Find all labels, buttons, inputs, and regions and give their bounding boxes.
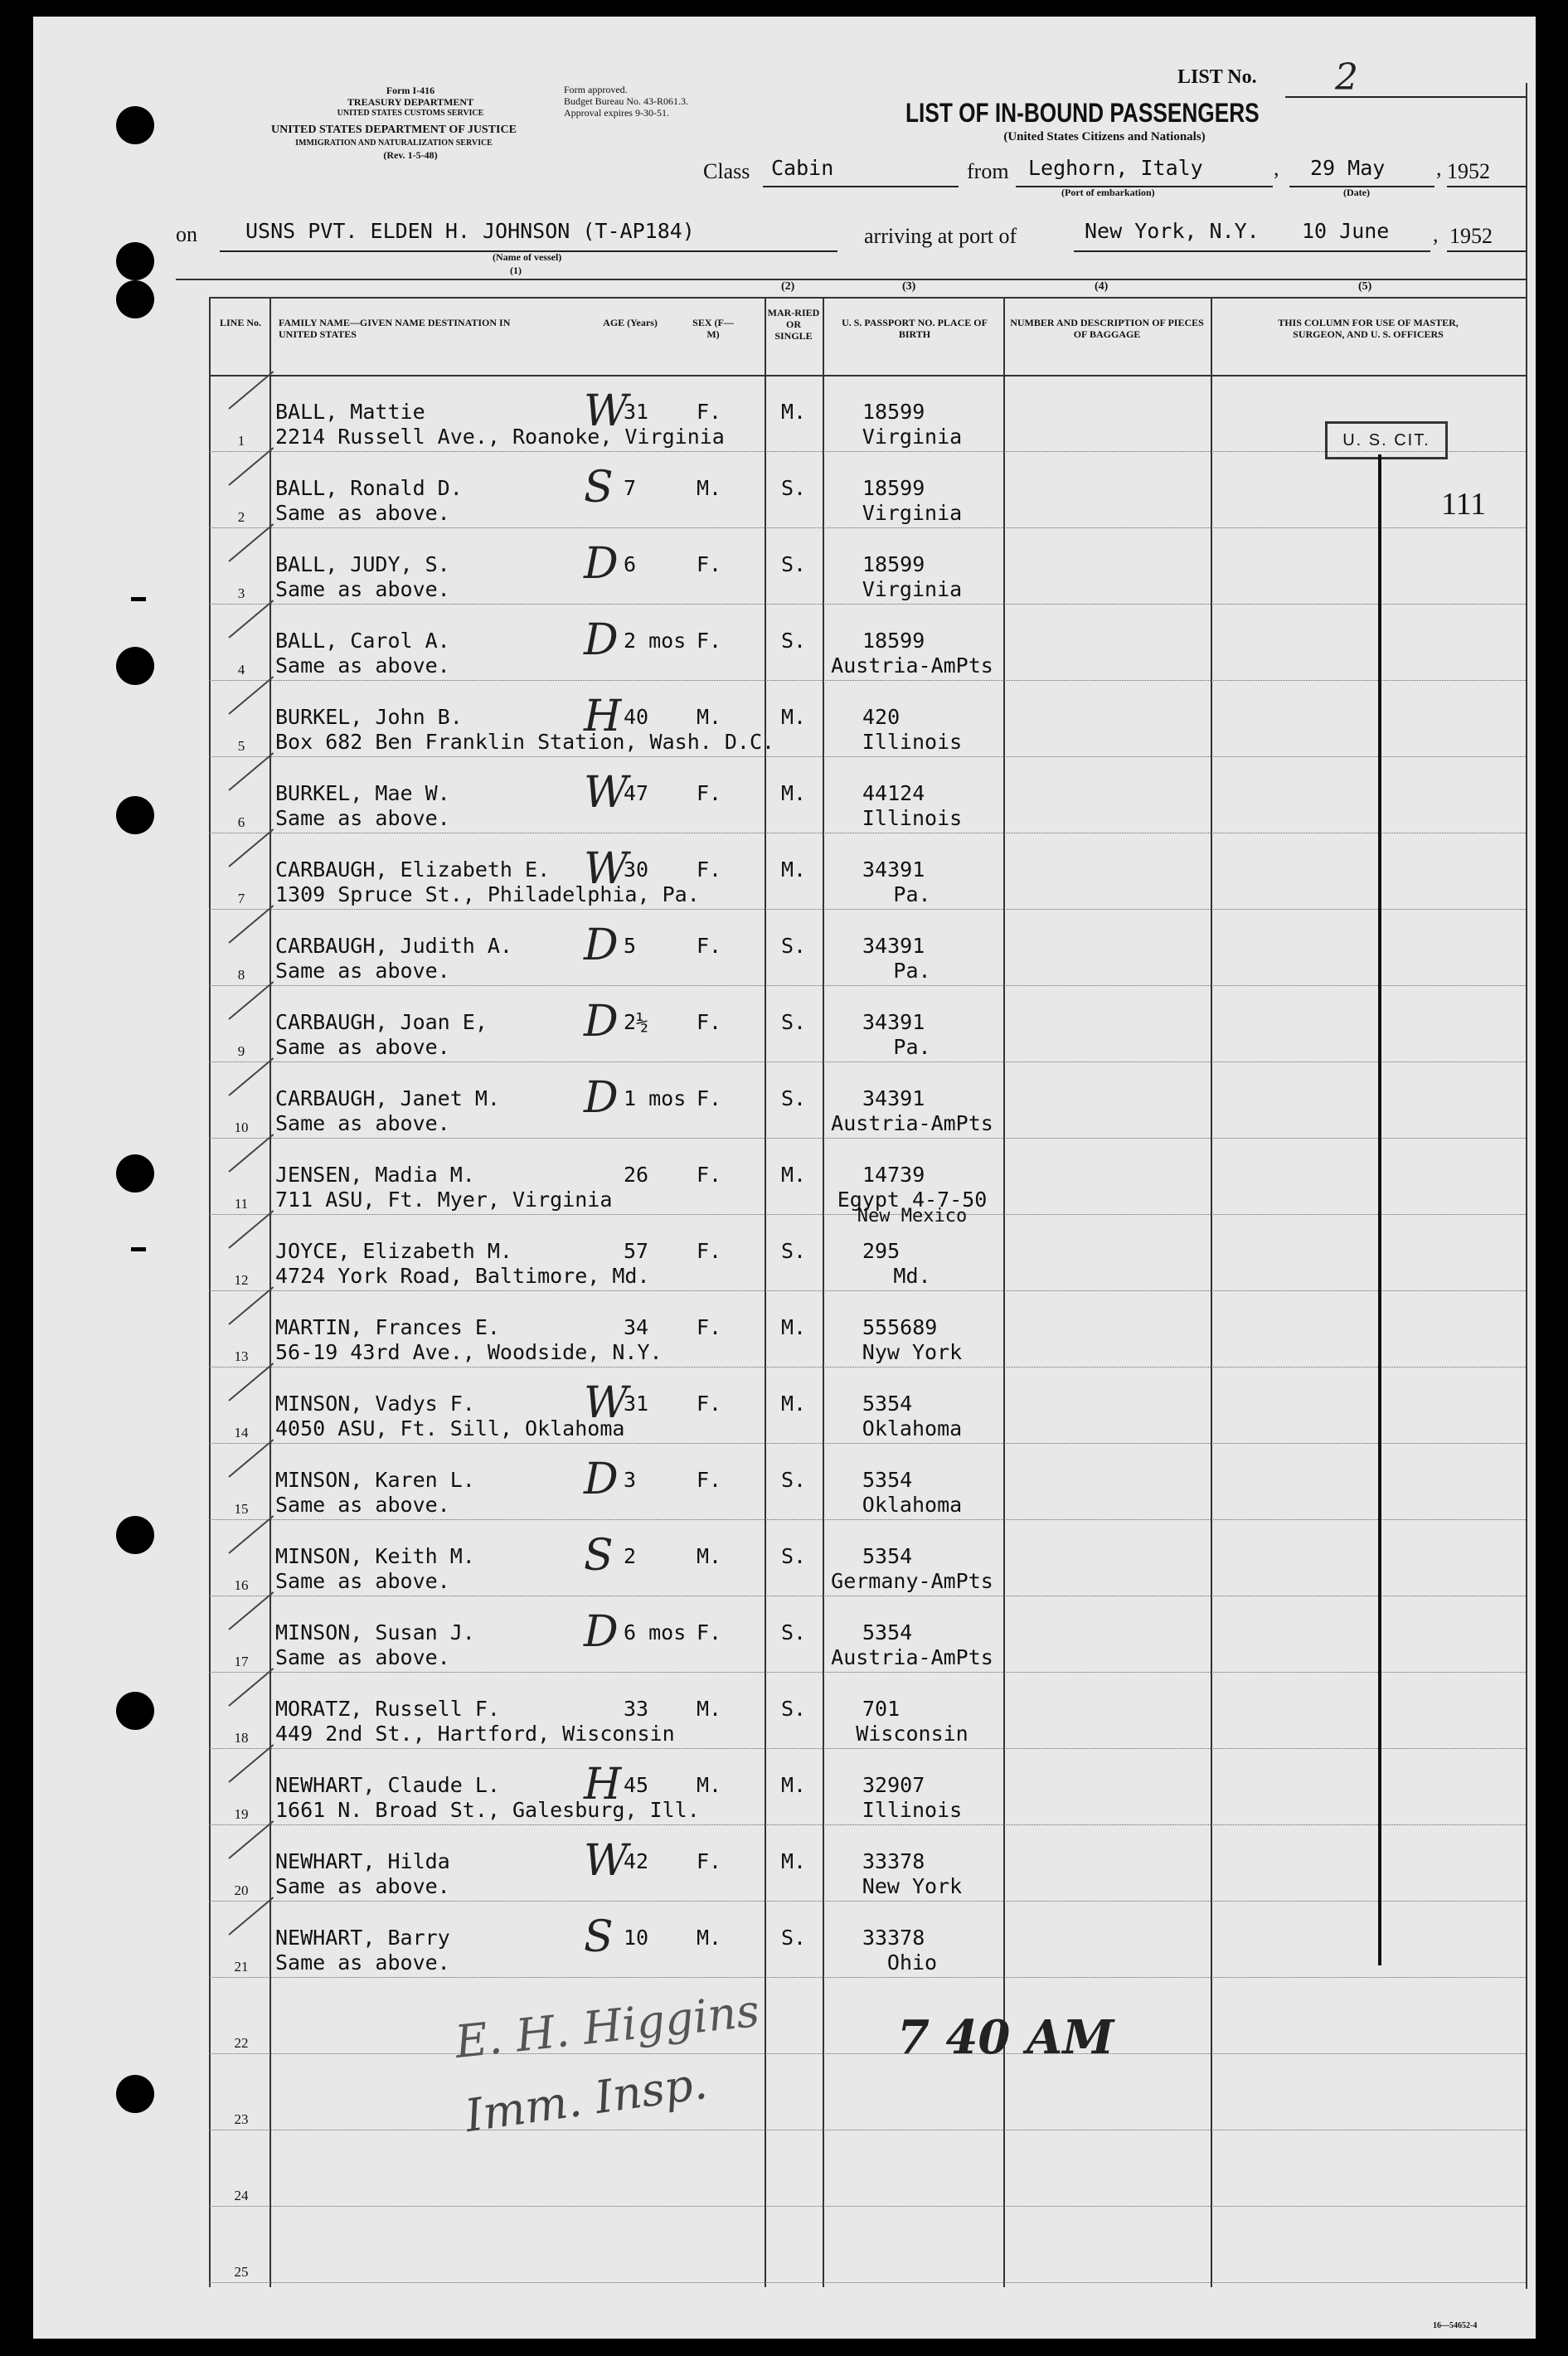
passport-number: 18599 bbox=[862, 476, 925, 500]
handwritten-mark: D bbox=[584, 997, 619, 1047]
passenger-destination: Box 682 Ben Franklin Station, Wash. D.C. bbox=[275, 730, 775, 754]
place-of-birth: Pa. bbox=[893, 959, 931, 983]
check-mark bbox=[228, 371, 274, 410]
form-approved: Form approved. bbox=[564, 84, 628, 95]
place-of-birth: Virginia bbox=[862, 425, 963, 449]
passenger-count: 111 bbox=[1441, 487, 1487, 522]
passenger-age: 6 mos bbox=[624, 1620, 687, 1644]
check-mark bbox=[228, 828, 274, 867]
line-number: 11 bbox=[234, 1196, 249, 1212]
port-of-embarkation: Leghorn, Italy bbox=[1028, 156, 1203, 180]
passenger-age: 7 bbox=[624, 476, 637, 500]
passport-number: 701 bbox=[862, 1697, 901, 1721]
passenger-sex: F. bbox=[697, 629, 722, 653]
check-mark bbox=[228, 1363, 274, 1401]
handwritten-mark: H bbox=[584, 692, 622, 741]
passenger-marital-status: S. bbox=[781, 1544, 807, 1568]
line-number: 4 bbox=[237, 662, 245, 678]
passenger-name: NEWHART, Claude L. bbox=[275, 1773, 500, 1797]
form-number: Form I-416 bbox=[386, 85, 435, 96]
passport-number: 18599 bbox=[862, 629, 925, 653]
us-citizen-stamp: U. S. CIT. bbox=[1325, 421, 1448, 459]
passenger-marital-status: M. bbox=[781, 1849, 807, 1873]
passenger-destination: 4724 York Road, Baltimore, Md. bbox=[275, 1264, 650, 1288]
page-title: LIST OF IN-BOUND PASSENGERS bbox=[905, 98, 1260, 128]
binder-hole bbox=[116, 647, 154, 685]
check-mark bbox=[228, 447, 274, 486]
binder-hole bbox=[116, 280, 154, 318]
passenger-name: CARBAUGH, Elizabeth E. bbox=[275, 857, 551, 882]
place-of-birth: Pa. bbox=[893, 882, 931, 906]
binder-hole bbox=[116, 106, 154, 144]
passenger-age: 6 bbox=[624, 552, 637, 576]
passenger-marital-status: M. bbox=[781, 857, 807, 882]
passport-number: 5354 bbox=[862, 1544, 913, 1568]
line-number: 15 bbox=[234, 1501, 249, 1517]
check-mark bbox=[228, 1134, 274, 1173]
passenger-marital-status: S. bbox=[781, 629, 807, 653]
class-label: Class bbox=[703, 159, 750, 183]
line-number: 20 bbox=[234, 1882, 249, 1898]
passport-number: 33378 bbox=[862, 1926, 925, 1950]
place-of-birth: Egypt 4-7-50 bbox=[837, 1188, 988, 1212]
check-mark bbox=[228, 1820, 274, 1859]
passenger-marital-status: M. bbox=[781, 781, 807, 805]
passenger-destination: 1309 Spruce St., Philadelphia, Pa. bbox=[275, 882, 700, 906]
passenger-age: 47 bbox=[624, 781, 649, 805]
arrival-port: New York, N.Y. bbox=[1085, 219, 1260, 243]
passenger-marital-status: S. bbox=[781, 1620, 807, 1644]
vessel-name: USNS PVT. ELDEN H. JOHNSON (T-AP184) bbox=[245, 219, 695, 243]
passenger-age: 26 bbox=[624, 1163, 649, 1187]
passenger-destination: Same as above. bbox=[275, 1035, 450, 1059]
col-number-5: (5) bbox=[1358, 280, 1372, 293]
passenger-marital-status: S. bbox=[781, 1239, 807, 1263]
check-mark bbox=[228, 752, 274, 791]
handwritten-mark: D bbox=[584, 1073, 619, 1123]
passenger-age: 2½ bbox=[624, 1010, 649, 1034]
passenger-name: BURKEL, John B. bbox=[275, 705, 463, 729]
handwritten-mark: D bbox=[584, 539, 619, 589]
line-number: 14 bbox=[234, 1425, 249, 1440]
handwritten-mark: S bbox=[584, 1531, 614, 1581]
header-sex: SEX (F—M) bbox=[692, 317, 734, 340]
passenger-age: 34 bbox=[624, 1315, 649, 1339]
line-number: 23 bbox=[234, 2111, 249, 2127]
header-age: AGE (Years) bbox=[603, 317, 658, 328]
passport-number: 33378 bbox=[862, 1849, 925, 1873]
from-label: from bbox=[967, 159, 1009, 183]
punch-mark bbox=[131, 597, 146, 601]
passport-number: 555689 bbox=[862, 1315, 938, 1339]
arriving-label: arriving at port of bbox=[864, 224, 1017, 248]
binder-hole bbox=[116, 1154, 154, 1193]
line-number: 25 bbox=[234, 2264, 249, 2280]
binder-hole bbox=[116, 796, 154, 834]
on-label: on bbox=[176, 222, 197, 246]
line-number: 3 bbox=[237, 585, 245, 601]
passenger-name: CARBAUGH, Judith A. bbox=[275, 934, 512, 958]
passenger-age: 40 bbox=[624, 705, 649, 729]
passenger-age: 31 bbox=[624, 400, 649, 424]
passenger-marital-status: M. bbox=[781, 400, 807, 424]
line-number: 8 bbox=[237, 967, 245, 983]
passenger-destination: Same as above. bbox=[275, 577, 450, 601]
passenger-name: BALL, Carol A. bbox=[275, 629, 450, 653]
passenger-marital-status: M. bbox=[781, 1392, 807, 1416]
passenger-destination: Same as above. bbox=[275, 959, 450, 983]
place-of-birth: Illinois bbox=[862, 1798, 963, 1822]
arrival-date: 10 June bbox=[1302, 219, 1390, 243]
passenger-marital-status: M. bbox=[781, 705, 807, 729]
inspector-title: Imm. Insp. bbox=[462, 2056, 711, 2143]
budget-bureau: Budget Bureau No. 43-R061.3. bbox=[564, 95, 688, 107]
passenger-destination: Same as above. bbox=[275, 1950, 450, 1975]
binder-hole bbox=[116, 2075, 154, 2113]
header-married: MAR-RIED OR SINGLE bbox=[767, 307, 820, 342]
line-number: 9 bbox=[237, 1043, 245, 1059]
header-line-no: LINE No. bbox=[219, 317, 261, 328]
check-mark bbox=[228, 1591, 274, 1630]
check-mark bbox=[228, 1744, 274, 1783]
line-number: 21 bbox=[234, 1959, 249, 1975]
passenger-age: 42 bbox=[624, 1849, 649, 1873]
passport-number: 34391 bbox=[862, 934, 925, 958]
vessel-colnum: (1) bbox=[510, 265, 522, 276]
passenger-name: BURKEL, Mae W. bbox=[275, 781, 450, 805]
line-number: 24 bbox=[234, 2188, 249, 2203]
line-number: 5 bbox=[237, 738, 245, 754]
passport-number: 5354 bbox=[862, 1392, 913, 1416]
passenger-name: BALL, JUDY, S. bbox=[275, 552, 450, 576]
place-of-birth: Pa. bbox=[893, 1035, 931, 1059]
passenger-destination: 2214 Russell Ave., Roanoke, Virginia bbox=[275, 425, 725, 449]
passenger-name: MORATZ, Russell F. bbox=[275, 1697, 500, 1721]
passenger-destination: 1661 N. Broad St., Galesburg, Ill. bbox=[275, 1798, 700, 1822]
place-of-birth: New York bbox=[862, 1874, 963, 1898]
passenger-age: 30 bbox=[624, 857, 649, 882]
passenger-age: 3 bbox=[624, 1468, 637, 1492]
passenger-sex: M. bbox=[697, 1697, 722, 1721]
passport-number: 295 bbox=[862, 1239, 901, 1263]
passenger-age: 1 mos bbox=[624, 1086, 687, 1110]
passenger-sex: F. bbox=[697, 1163, 722, 1187]
passenger-age: 2 bbox=[624, 1544, 637, 1568]
place-of-birth: Oklahoma bbox=[862, 1416, 963, 1440]
passenger-name: BALL, Mattie bbox=[275, 400, 425, 424]
passenger-age: 57 bbox=[624, 1239, 649, 1263]
line-number: 1 bbox=[237, 433, 245, 449]
passenger-destination: Same as above. bbox=[275, 501, 450, 525]
list-number: 2 bbox=[1335, 56, 1358, 99]
place-of-birth: Virginia bbox=[862, 501, 963, 525]
passenger-destination: Same as above. bbox=[275, 653, 450, 678]
passenger-sex: F. bbox=[697, 781, 722, 805]
handwritten-mark: W bbox=[584, 768, 629, 818]
vessel-caption: (Name of vessel) bbox=[493, 251, 562, 263]
passport-number: 34391 bbox=[862, 857, 925, 882]
passenger-marital-status: S. bbox=[781, 1468, 807, 1492]
handwritten-mark: W bbox=[584, 1836, 629, 1886]
inspection-time: 7 40 AM bbox=[897, 2010, 1114, 2065]
handwritten-mark: D bbox=[584, 1607, 619, 1657]
embark-year: 1952 bbox=[1447, 159, 1490, 183]
passenger-marital-status: S. bbox=[781, 552, 807, 576]
passenger-name: NEWHART, Barry bbox=[275, 1926, 450, 1950]
check-mark bbox=[228, 1286, 274, 1325]
line-number: 19 bbox=[234, 1806, 249, 1822]
footer-code: 16—54652-4 bbox=[1433, 2321, 1478, 2330]
passport-number: 420 bbox=[862, 705, 901, 729]
check-mark bbox=[228, 523, 274, 562]
check-mark bbox=[228, 1897, 274, 1936]
handwritten-mark: S bbox=[584, 463, 614, 512]
line-number: 13 bbox=[234, 1348, 249, 1364]
passenger-marital-status: M. bbox=[781, 1163, 807, 1187]
header-baggage: NUMBER AND DESCRIPTION OF PIECES OF BAGGAGE bbox=[1010, 317, 1204, 340]
passenger-destination: Same as above. bbox=[275, 1569, 450, 1593]
line-number: 17 bbox=[234, 1654, 249, 1669]
handwritten-mark: D bbox=[584, 1455, 619, 1504]
approval-expires: Approval expires 9-30-51. bbox=[564, 107, 669, 119]
passenger-sex: M. bbox=[697, 705, 722, 729]
date-caption: (Date) bbox=[1343, 187, 1370, 198]
line-number: 7 bbox=[237, 891, 245, 906]
passenger-sex: F. bbox=[697, 1086, 722, 1110]
place-of-birth: Oklahoma bbox=[862, 1493, 963, 1517]
list-label: LIST No. bbox=[1177, 66, 1257, 88]
passenger-marital-status: S. bbox=[781, 1926, 807, 1950]
place-of-birth: Germany-AmPts bbox=[831, 1569, 993, 1593]
passport-number: 44124 bbox=[862, 781, 925, 805]
place-of-birth: Austria-AmPts bbox=[831, 1645, 993, 1669]
place-of-birth: Ohio bbox=[886, 1950, 938, 1975]
check-mark bbox=[228, 1515, 274, 1554]
handwritten-mark: D bbox=[584, 921, 619, 970]
passenger-marital-status: S. bbox=[781, 1086, 807, 1110]
header-passport: U. S. PASSPORT NO. PLACE OF BIRTH bbox=[842, 317, 988, 340]
justice-dept: UNITED STATES DEPARTMENT OF JUSTICE bbox=[271, 124, 517, 136]
passenger-destination: Same as above. bbox=[275, 1111, 450, 1135]
passenger-sex: F. bbox=[697, 552, 722, 576]
passenger-sex: F. bbox=[697, 1620, 722, 1644]
binder-hole bbox=[116, 1516, 154, 1554]
passenger-marital-status: S. bbox=[781, 1010, 807, 1034]
passport-number: 14739 bbox=[862, 1163, 925, 1187]
revision: (Rev. 1-5-48) bbox=[383, 149, 438, 161]
line-number: 22 bbox=[234, 2035, 249, 2051]
place-of-birth: Virginia bbox=[862, 577, 963, 601]
header-officers: THIS COLUMN FOR USE OF MASTER, SURGEON, AND U. S. OFFICERS bbox=[1278, 317, 1459, 340]
check-mark bbox=[228, 1439, 274, 1478]
line-number: 12 bbox=[234, 1272, 249, 1288]
passenger-age: 33 bbox=[624, 1697, 649, 1721]
passenger-sex: M. bbox=[697, 1544, 722, 1568]
ins-service: IMMIGRATION AND NATURALIZATION SERVICE bbox=[295, 138, 493, 148]
class-value: Cabin bbox=[771, 156, 834, 180]
arrival-year: 1952 bbox=[1449, 224, 1493, 248]
line-number: 18 bbox=[234, 1730, 249, 1746]
passenger-destination: Same as above. bbox=[275, 1874, 450, 1898]
binder-hole bbox=[116, 1692, 154, 1730]
passenger-sex: F. bbox=[697, 857, 722, 882]
passport-number: 34391 bbox=[862, 1010, 925, 1034]
col-number-3: (3) bbox=[902, 280, 916, 293]
passenger-sex: M. bbox=[697, 1926, 722, 1950]
binder-hole bbox=[116, 242, 154, 280]
passenger-marital-status: M. bbox=[781, 1315, 807, 1339]
passenger-name: CARBAUGH, Joan E, bbox=[275, 1010, 488, 1034]
check-mark bbox=[228, 1057, 274, 1096]
handwritten-mark: W bbox=[584, 1378, 629, 1428]
customs-service: UNITED STATES CUSTOMS SERVICE bbox=[337, 109, 484, 118]
check-mark bbox=[228, 676, 274, 715]
passenger-name: NEWHART, Hilda bbox=[275, 1849, 450, 1873]
place-of-birth: Nyw York bbox=[862, 1340, 963, 1364]
check-mark bbox=[228, 600, 274, 639]
handwritten-mark: S bbox=[584, 1912, 614, 1962]
passenger-name: MINSON, Susan J. bbox=[275, 1620, 475, 1644]
check-mark bbox=[228, 1668, 274, 1707]
passenger-age: 5 bbox=[624, 934, 637, 958]
place-of-birth: Illinois bbox=[862, 806, 963, 830]
handwritten-mark: D bbox=[584, 615, 619, 665]
passport-number: 5354 bbox=[862, 1620, 913, 1644]
check-mark bbox=[228, 1210, 274, 1249]
passenger-destination: Same as above. bbox=[275, 1493, 450, 1517]
passenger-destination: Same as above. bbox=[275, 806, 450, 830]
manifest-page: Form I-416 TREASURY DEPARTMENT UNITED STATES CUSTOMS SERVICE UNITED STATES DEPARTMENT OF JUSTICE IMMIGRATION AND NATURALIZATION SERVICE (Rev. 1-5-48) Form approved. Budget Bureau No. 43-R061.3. Approval expires 9-30-51. LIST No. 2 LIST OF IN-BOUND PASSENGERS (United States Citizens and Nationals) Class Cabin from Leghorn, Italy (Port of embarkation) , 29 May (Date) , 1952 on USNS PVT. ELDEN H. JOHNSON (T-AP184) (Name of vessel) (1) arriving at port of New York, N.Y. 10 June , 1952 (2) (3) (4) (5) LINE No. FAMILY NAME—GIVEN NAME DESTINATION IN UNITED STATES AGE (Years) SEX (F—M) MAR-RIED OR SINGLE U. S. PASSPORT NO. PLACE OF BIRTH NUMBER AND DESCRIPTION OF PIECES OF BAGGAGE THIS COLUMN FOR USE OF MASTER, SURGEON, AND U. S. OFFICERS 1 BALL, Mattie 2214 Russell Ave., Roanoke, Virginia 31 F. M. 18599 Virginia W 2 BALL, Ronald D. Same as above. 7 M. S. 18599 Virginia S 3 BALL, JUDY, S. Same as above. 6 F. S. 18599 Virginia D 4 BALL, Carol A. Same as above. 2 mos F. S. 18599 Austria-AmPts D 5 BURKEL, John B. Box 682 Ben Franklin Station, Wash. D.C. 40 M. M. 420 Illinois H 6 BURKEL, Mae W. Same as above. 47 F. M. 44124 Illinois W 7 CARBAUGH, Elizabeth E. 1309 Spruce St., Philadelphia, Pa. 30 F. M. 34391 Pa. W 8 CARBAUGH, Judith A. Same as above. 5 F. S. 34391 Pa. D 9 CARBAUGH, Joan E, Same as above. 2½ F. S. 34391 Pa. D 10 CARBAUGH, Janet M. Same as above. 1 mos F. S. 34391 Austria-AmPts D 11 JENSEN, Madia M. 711 ASU, Ft. Myer, Virginia 26 F. M. 14739 Egypt 4-7-50 New Mexico 12 JOYCE, Elizabeth M. 4724 York Road, Baltimore, Md. 57 F. S. 295 Md. 13 MARTIN, Frances E. 56-19 43rd Ave., Woodside, N.Y. 34 F. M. 555689 Nyw York 14 MINSON, Vadys F. 4050 ASU, Ft. Sill, Oklahoma 31 F. M. 5354 Oklahoma W 15 MINSON, Karen L. Same as above. 3 F. S. 5354 Oklahoma D 16 MINSON, Keith M. Same as above. 2 M. S. 5354 Germany-AmPts S 17 MINSON, Susan J. Same as above. 6 mos F. S. 5354 Austria-AmPts D 18 MORATZ, Russell F. 449 2nd St., Hartford, Wisconsin 33 M. S. 701 Wisconsin 19 NEWHART, Claude L. 1661 N. Broad St., Galesburg, Ill. 45 M. M. 32907 Illinois H 20 NEWHART, Hilda Same as above. 42 F. M. 33378 New York W 21 NEWHART, Barry Same as above. 10 M. S. 33378 Ohio S 22 23 24 25 U. S. CIT. 111 E. H. Higgins Imm. Insp. 7 40 AM 16—54652-4 bbox=[33, 17, 1536, 2339]
passenger-age: 45 bbox=[624, 1773, 649, 1797]
passenger-marital-status: M. bbox=[781, 1773, 807, 1797]
passenger-sex: F. bbox=[697, 400, 722, 424]
handwritten-mark: W bbox=[584, 844, 629, 894]
line-number: 2 bbox=[237, 509, 245, 525]
passenger-marital-status: S. bbox=[781, 476, 807, 500]
passenger-destination: 4050 ASU, Ft. Sill, Oklahoma bbox=[275, 1416, 625, 1440]
passenger-name: MINSON, Karen L. bbox=[275, 1468, 475, 1492]
punch-mark bbox=[131, 1247, 146, 1251]
port-caption: (Port of embarkation) bbox=[1061, 187, 1155, 198]
check-mark bbox=[228, 905, 274, 944]
passenger-marital-status: S. bbox=[781, 934, 807, 958]
passport-number: 18599 bbox=[862, 400, 925, 424]
place-of-birth-note: New Mexico bbox=[857, 1206, 968, 1227]
passenger-name: MARTIN, Frances E. bbox=[275, 1315, 500, 1339]
passenger-sex: F. bbox=[697, 934, 722, 958]
passenger-sex: F. bbox=[697, 1315, 722, 1339]
passenger-destination: 711 ASU, Ft. Myer, Virginia bbox=[275, 1188, 613, 1212]
passport-number: 34391 bbox=[862, 1086, 925, 1110]
citizen-bracket-line bbox=[1378, 454, 1381, 1965]
passenger-sex: F. bbox=[697, 1468, 722, 1492]
page-subtitle: (United States Citizens and Nationals) bbox=[1003, 130, 1206, 143]
place-of-birth: Md. bbox=[893, 1264, 931, 1288]
treasury-dept: TREASURY DEPARTMENT bbox=[347, 96, 474, 108]
place-of-birth: Wisconsin bbox=[856, 1722, 968, 1746]
passenger-destination: 449 2nd St., Hartford, Wisconsin bbox=[275, 1722, 675, 1746]
passenger-age: 10 bbox=[624, 1926, 649, 1950]
passport-number: 5354 bbox=[862, 1468, 913, 1492]
passenger-sex: M. bbox=[697, 1773, 722, 1797]
passenger-sex: F. bbox=[697, 1392, 722, 1416]
passport-number: 32907 bbox=[862, 1773, 925, 1797]
passenger-sex: F. bbox=[697, 1239, 722, 1263]
passenger-name: CARBAUGH, Janet M. bbox=[275, 1086, 500, 1110]
place-of-birth: Austria-AmPts bbox=[831, 1111, 993, 1135]
check-mark bbox=[228, 981, 274, 1020]
passenger-sex: F. bbox=[697, 1849, 722, 1873]
inspector-signature: E. H. Higgins bbox=[452, 1984, 762, 2069]
passport-number: 18599 bbox=[862, 552, 925, 576]
header-name: FAMILY NAME—GIVEN NAME DESTINATION IN UNITED STATES bbox=[279, 317, 511, 340]
passenger-destination: 56-19 43rd Ave., Woodside, N.Y. bbox=[275, 1340, 663, 1364]
line-number: 16 bbox=[234, 1577, 249, 1593]
handwritten-mark: W bbox=[584, 386, 629, 436]
passenger-name: BALL, Ronald D. bbox=[275, 476, 463, 500]
place-of-birth: Illinois bbox=[862, 730, 963, 754]
embark-date: 29 May bbox=[1310, 156, 1386, 180]
passenger-name: JENSEN, Madia M. bbox=[275, 1163, 475, 1187]
passenger-age: 31 bbox=[624, 1392, 649, 1416]
line-number: 10 bbox=[234, 1120, 249, 1135]
passenger-destination: Same as above. bbox=[275, 1645, 450, 1669]
passenger-age: 2 mos bbox=[624, 629, 687, 653]
place-of-birth: Austria-AmPts bbox=[831, 653, 993, 678]
passenger-name: JOYCE, Elizabeth M. bbox=[275, 1239, 512, 1263]
passenger-sex: F. bbox=[697, 1010, 722, 1034]
passenger-name: MINSON, Vadys F. bbox=[275, 1392, 475, 1416]
passenger-marital-status: S. bbox=[781, 1697, 807, 1721]
col-number-2: (2) bbox=[781, 280, 795, 293]
passenger-sex: M. bbox=[697, 476, 722, 500]
col-number-4: (4) bbox=[1095, 280, 1109, 293]
line-number: 6 bbox=[237, 814, 245, 830]
passenger-name: MINSON, Keith M. bbox=[275, 1544, 475, 1568]
handwritten-mark: H bbox=[584, 1760, 622, 1810]
